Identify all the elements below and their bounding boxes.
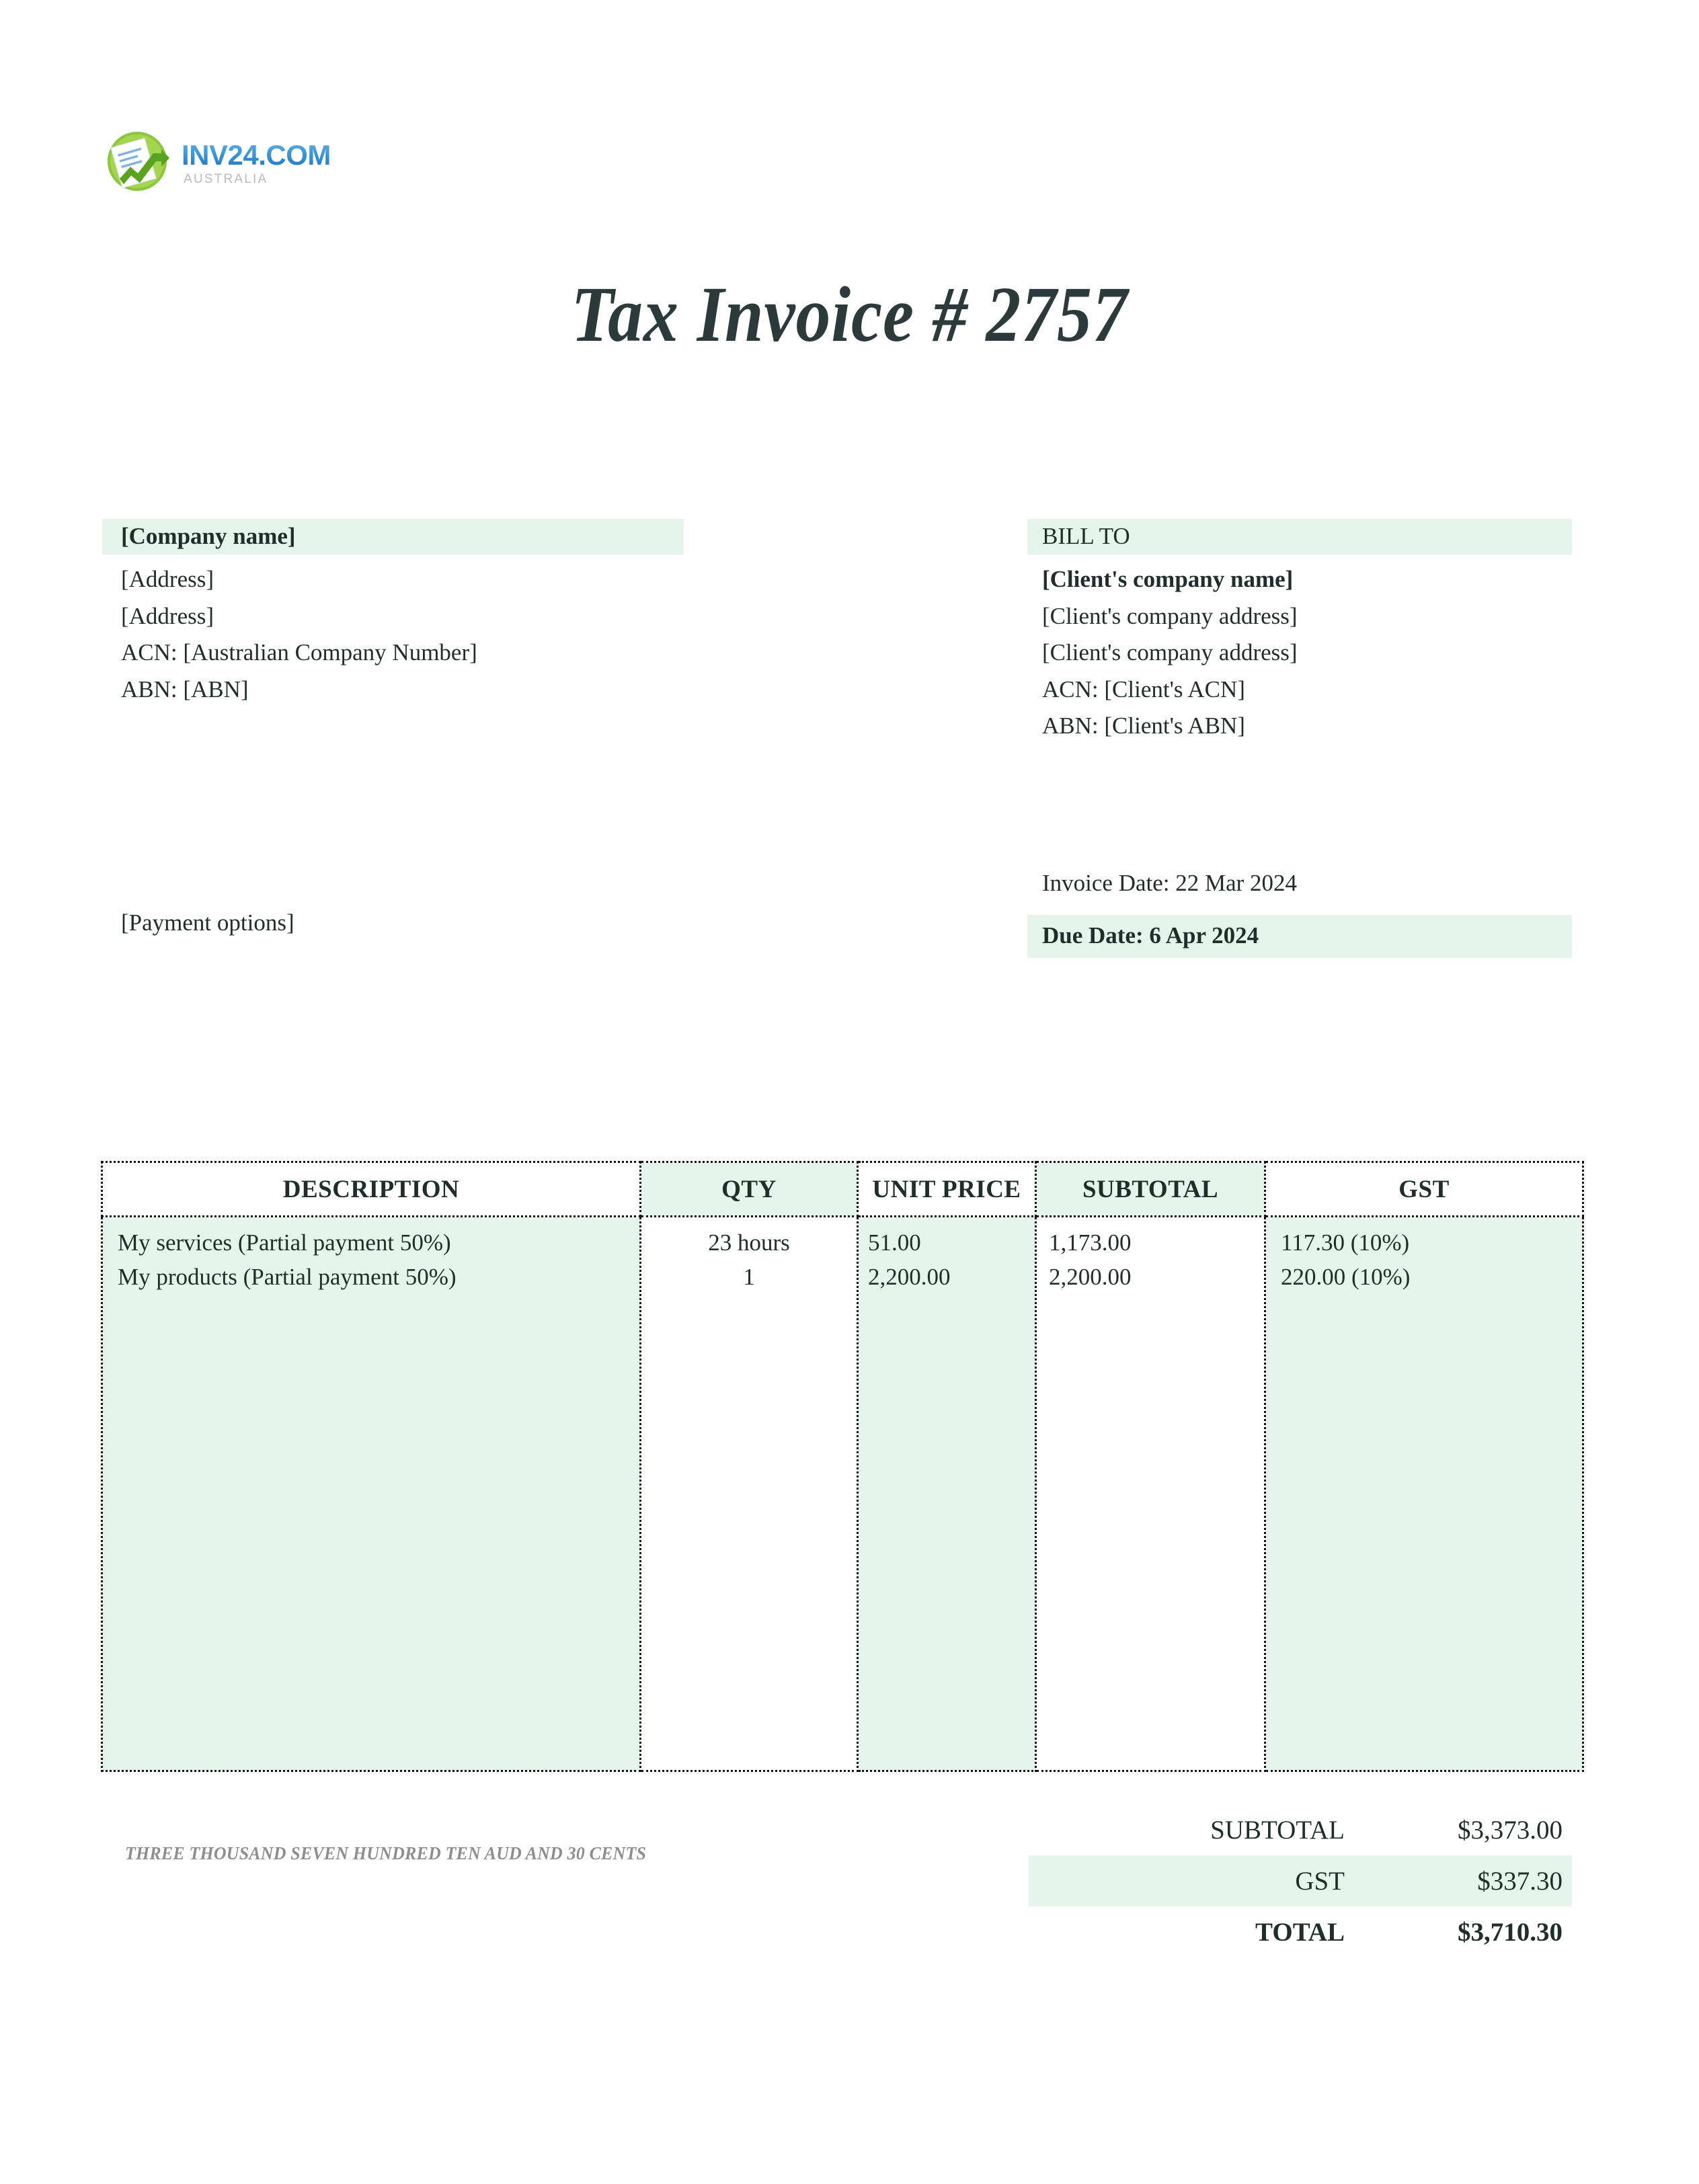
seller-abn: ABN: [ABN]	[121, 676, 249, 702]
seller-address-line-2: [Address]	[121, 602, 214, 629]
page-title: Tax Invoice # 2757	[571, 270, 1128, 358]
item-description-1: My services (Partial payment 50%)	[118, 1229, 451, 1256]
item-gst-2: 220.00 (10%)	[1281, 1264, 1411, 1291]
item-subtotal-2: 2,200.00	[1049, 1264, 1132, 1291]
table-row	[102, 1217, 1583, 1771]
dates-block	[1027, 866, 1572, 958]
cell-qty	[641, 1217, 858, 1771]
seller-company-name: [Company name]	[102, 519, 684, 555]
subtotal-value: $3,373.00	[1458, 1815, 1563, 1845]
item-description-2: My products (Partial payment 50%)	[118, 1264, 457, 1291]
gst-value: $337.30	[1477, 1866, 1563, 1896]
item-qty-2: 1	[743, 1264, 755, 1291]
payment-options: [Payment options]	[121, 909, 294, 936]
item-unit-price-2: 2,200.00	[868, 1264, 951, 1291]
brand-logo[interactable]	[102, 126, 331, 196]
totals-row-subtotal	[1029, 1804, 1572, 1855]
column-header-unit-price: UNIT PRICE	[858, 1162, 1036, 1217]
buyer-acn: ACN: [Client's ACN]	[1042, 676, 1245, 702]
total-label: TOTAL	[1255, 1917, 1345, 1947]
buyer-abn: ABN: [Client's ABN]	[1042, 713, 1245, 739]
column-header-gst: GST	[1265, 1162, 1583, 1217]
item-subtotal-1: 1,173.00	[1049, 1229, 1132, 1256]
bill-to-heading: BILL TO	[1027, 519, 1572, 555]
cell-subtotal	[1036, 1217, 1265, 1771]
cell-description	[102, 1217, 641, 1771]
gst-label: GST	[1295, 1866, 1345, 1896]
item-gst-1: 117.30 (10%)	[1281, 1229, 1410, 1256]
item-qty-1: 23 hours	[708, 1229, 790, 1256]
cell-gst	[1265, 1217, 1583, 1771]
buyer-address-line-2: [Client's company address]	[1042, 639, 1298, 666]
column-header-description: DESCRIPTION	[102, 1162, 641, 1217]
totals-block	[1029, 1804, 1572, 1957]
brand-name: INV24.COM	[182, 139, 331, 171]
totals-row-total	[1029, 1906, 1572, 1957]
buyer-block	[1027, 519, 1572, 745]
table-header-row	[102, 1162, 1583, 1217]
buyer-address-line-1: [Client's company address]	[1042, 602, 1298, 629]
line-items-table	[101, 1161, 1584, 1772]
column-header-qty: QTY	[641, 1162, 858, 1217]
brand-region: AUSTRALIA	[184, 172, 268, 186]
due-date: Due Date: 6 Apr 2024	[1027, 915, 1572, 959]
item-unit-price-1: 51.00	[868, 1229, 921, 1256]
total-value: $3,710.30	[1458, 1917, 1563, 1947]
invoice-date: Invoice Date: 22 Mar 2024	[1042, 870, 1298, 896]
totals-row-gst	[1029, 1855, 1572, 1906]
cell-unit-price	[858, 1217, 1036, 1771]
subtotal-label: SUBTOTAL	[1210, 1815, 1345, 1845]
inv24-growth-document-icon	[102, 126, 172, 196]
column-header-subtotal: SUBTOTAL	[1036, 1162, 1265, 1217]
seller-block	[102, 519, 684, 708]
amount-in-words: THREE THOUSAND SEVEN HUNDRED TEN AUD AND 30 CENTS	[125, 1843, 647, 1863]
seller-address-line-1: [Address]	[121, 566, 214, 593]
buyer-company-name: [Client's company name]	[1042, 566, 1294, 593]
seller-acn: ACN: [Australian Company Number]	[121, 639, 477, 666]
